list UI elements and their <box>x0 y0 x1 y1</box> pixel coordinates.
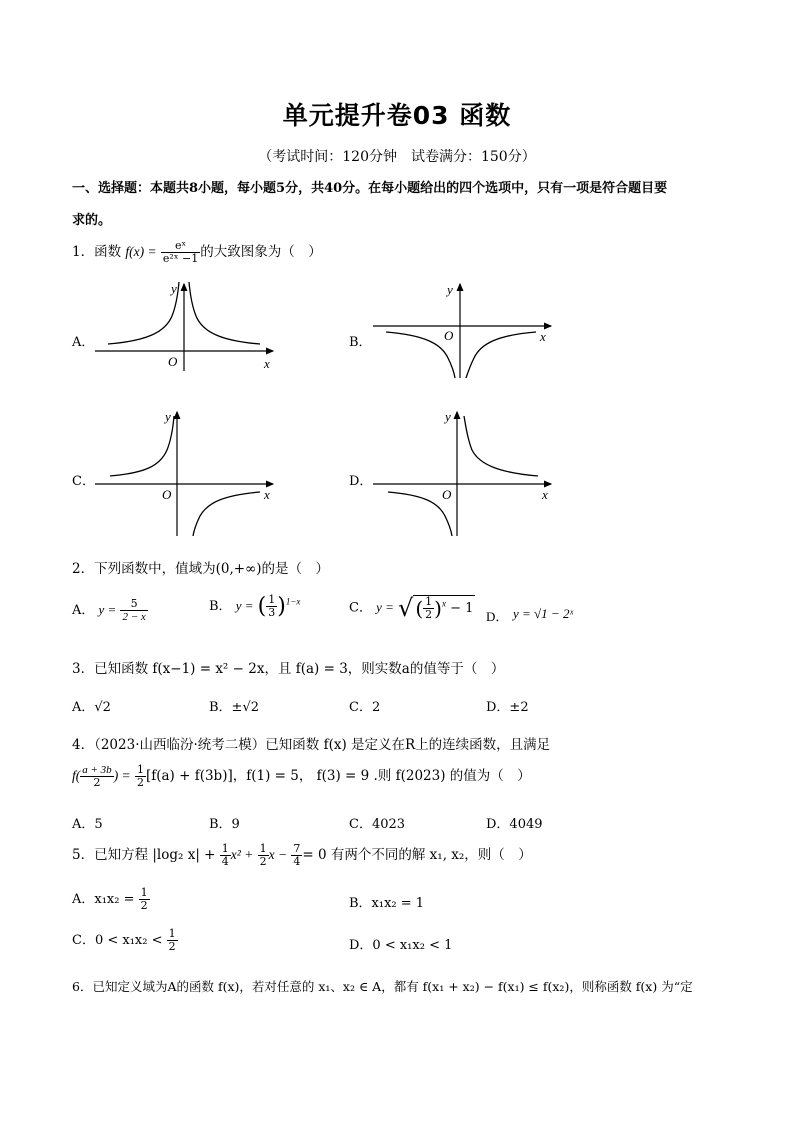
q4-option-d: D．4049 <box>486 817 543 832</box>
svg-text:y: y <box>447 282 453 297</box>
q4-option-a: A．5 <box>72 817 103 832</box>
q3-option-c: C．2 <box>349 700 381 715</box>
question-1-stem: 1．函数 f(x) = $\frac{\text{eˣ}}{\text{e²ˣ −1}}$ 的大致图象为（ ） <box>72 239 322 265</box>
q5-option-a: A．x₁x₂ = $\frac{1}{2}$ <box>72 886 148 912</box>
q1-graph-b <box>368 280 558 380</box>
svg-text:y: y <box>165 409 171 424</box>
question-5-stem: 5．已知方程 |log₂ x| + $\frac{1}{4}$ x² + $\frac{1}{2}$ x − $\frac{7}{4}$ = 0 有两个不同的解 x₁, x₂，则（ ） <box>72 842 532 868</box>
q3-option-a: A．√2 <box>72 700 111 715</box>
q1-graph-a <box>90 278 280 373</box>
q1-option-c-label: C． <box>72 474 95 489</box>
svg-text:O: O <box>444 328 454 343</box>
question-6-stem: 6．已知定义域为A的函数 f(x)，若对任意的 x₁、x₂ ∈ A，都有 f(x₁ + x₂) − f(x₁) ≤ f(x₂)，则称函数 f(x) 为“定 <box>72 979 693 994</box>
q1-graph-d <box>368 408 558 538</box>
q2-option-a: A． y = $\frac{5}{2 - x}$ <box>72 597 146 623</box>
section-heading-line2: 求的。 <box>72 213 112 228</box>
q1-option-d-label: D． <box>349 474 373 489</box>
q1-option-a-label: A． <box>72 335 95 350</box>
q4-option-b: B．9 <box>209 817 240 832</box>
question-2-stem: 2．下列函数中，值域为(0,+∞)的是（ ） <box>72 561 330 577</box>
y-axis-label: y <box>171 281 177 296</box>
q4-option-c: C．4023 <box>349 817 406 832</box>
svg-text:y: y <box>445 409 451 424</box>
exam-info: （考试时间：120分钟 试卷满分：150分） <box>258 149 536 165</box>
q2-option-c: C． y = √ ( $\frac{1}{2}$ )$^x$ − 1 <box>349 594 474 622</box>
section-heading-line1: 一、选择题：本题共8小题，每小题5分，共40分。在每小题给出的四个选项中，只有一项是符合题目要 <box>72 181 668 196</box>
svg-text:x: x <box>540 329 546 344</box>
q3-option-d: D．±2 <box>486 700 529 715</box>
origin-label: O <box>168 354 178 369</box>
svg-text:x: x <box>264 487 270 502</box>
q5-option-c: C．0 < x₁x₂ < $\frac{1}{2}$ <box>72 927 176 953</box>
svg-text:x: x <box>542 487 548 502</box>
x-axis-label: x <box>264 356 270 371</box>
q2-option-d: D． <box>486 609 509 624</box>
question-3-stem: 3．已知函数 f(x−1) = x² − 2x，且 f(a) = 3，则实数a的值等于（ ） <box>72 661 505 677</box>
q2-option-b: B． y = ( $\frac{1}{3}$ )$^{1-x}$ <box>209 593 301 619</box>
q3-option-b: B．±√2 <box>209 700 260 715</box>
q5-option-d: D．0 < x₁x₂ < 1 <box>349 938 453 953</box>
q1-graph-c <box>90 408 280 538</box>
q1-fraction: $\frac{\text{eˣ}}{\text{e²ˣ −1}}$ <box>162 239 199 265</box>
q5-option-b: B．x₁x₂ = 1 <box>349 896 425 911</box>
question-4-line1: 4．（2023·山西临汾·统考二模）已知函数 f(x) 是定义在R上的连续函数，且满足 <box>72 737 551 753</box>
svg-text:O: O <box>162 487 172 502</box>
q2-option-d-expr: y = √1 − 2ˣ <box>513 606 574 621</box>
question-4-line2: f( $\frac{a + 3b}{2}$ ) = $\frac{1}{2}$ [f(a) + f(3b)]，f(1) = 5， f(3) = 9 .则 f(2023) 的值为（ ） <box>72 763 531 789</box>
svg-text:O: O <box>442 487 452 502</box>
page-title: 单元提升卷03 函数 <box>282 101 512 130</box>
q1-option-b-label: B． <box>349 335 372 350</box>
